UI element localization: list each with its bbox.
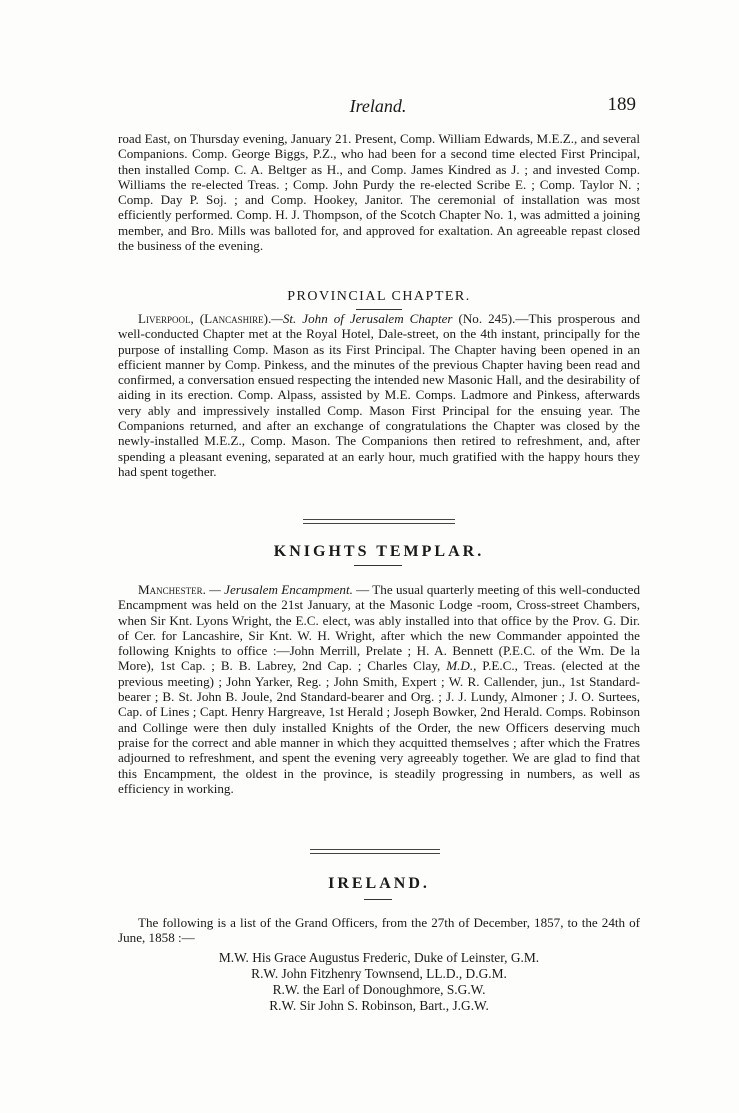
section-divider — [310, 849, 440, 854]
intro-paragraph: road East, on Thursday evening, January 21. Present, Comp. William Edwards, M.E.Z., and several Companions. Comp. George Biggs, P.Z., who had been for a second time elected First Principal, then installed Comp. C. A. Beltger as H., and Comp. James Kindred as J. ; and invested Comp. Williams the re-elected Treas. ; Comp. John Purdy the re-elected Scribe E. ; Comp. Taylor N. ; Comp. Day P. Soj. ; and Comp. Hookey, Janitor. The ceremonial of installation was most efficiently performed. Comp. H. J. Thompson, of the Scotch Chapter No. 1, was admitted a joining member, and Bro. Mills was balloted for, and approved for exaltation. An agreeable repast closed the business of the evening. — [118, 131, 640, 254]
officer-line: M.W. His Grace Augustus Frederic, Duke of Leinster, G.M. — [218, 950, 540, 965]
provincial-lead-italic: —St. John of Jerusalem Chapter — [271, 311, 453, 326]
templar-body-a: — The usual quarterly meeting of this well-conducted Encampment was held on the 21st January, at the Masonic Lodge -room, Cross-street Chambers, when Sir Knt. Lyons Wright, the E.C. elect, was ably installed into that office by the Prov. G. Dir. of Cer. for Lancashire, Sir Knt. W. H. Wright, after which the new Commander appointed the following Knights to office :—John Merrill, Prelate ; H. A. Bennett (P.E.C. of the Wm. De la More), 1st Cap. ; B. B. Labrey, 2nd Cap. ; Charles Clay, — [118, 582, 640, 674]
running-header — [118, 90, 638, 120]
templar-lead-italic: — Jerusalem Encampment. — [205, 582, 353, 597]
heading-rule — [364, 899, 392, 900]
officer-line: R.W. John Fitzhenry Townsend, LL.D., D.G.M. — [251, 966, 507, 981]
officer-line: R.W. the Earl of Donoughmore, S.G.W. — [272, 982, 486, 997]
knights-templar-heading: KNIGHTS TEMPLAR. — [273, 543, 485, 560]
ireland-heading: IRELAND. — [328, 875, 430, 892]
templar-body-b: P.E.C., Treas. (elected at the previous meeting) ; John Yarker, Reg. ; John Smith, Expert ; W. R. Callender, jun., 1st Standard-bearer ; B. St. John B. Joule, 2nd Standard-bearer and Org. ; J. J. Lundy, Almoner ; J. O. Surtees, Cap. of Lines ; Capt. Henry Hargreave, 1st Herald ; Joseph Bowker, 2nd Herald. Comps. Robinson and Collinge were then duly installed Knights of the Order, the new Officers deserving much praise for the correct and able manner in which they acquitted themselves ; after which the Fratres adjourned to refreshment, and spent the evening very agreeably together. We are glad to find that this Encampment, the oldest in the province, is steadily progressing in numbers, as well as efficiency in working. — [118, 658, 640, 796]
heading-rule — [354, 565, 402, 566]
provincial-chapter-paragraph — [118, 311, 640, 479]
templar-body-italic: M.D., — [446, 658, 477, 674]
heading-rule — [356, 309, 402, 310]
provincial-lead: Liverpool, (Lancashire). — [138, 311, 272, 326]
grand-officers-list — [118, 950, 640, 1014]
provincial-body: (No. 245).—This prosperous and well-conducted Chapter met at the Royal Hotel, Dale-street, on the 4th instant, principally for the purpose of installing Comp. Mason as its First Principal. The Chapter having been opened in an efficient manner by Comp. Pinkess, and the minutes of the previous Chapter having been read and confirmed, a conversation ensued respecting the intended new Masonic Hall, and the desirability of aiding in its erection. Comp. Alpass, assisted by M.E. Comps. Ladmore and Pinkess, afterwards very ably and impressively installed Comp. Mason First Principal for the ensuing year. The Companions returned, and after an exchange of congratulations the Chapter was closed by the newly-installed M.E.Z., Comp. Mason. The Companions then retired to refreshment, and, after spending a pleasant evening, separated at an early hour, much gratified with the happy hours they had spent together. — [118, 311, 640, 479]
knights-templar-paragraph — [118, 582, 640, 796]
officer-line: R.W. Sir John S. Robinson, Bart., J.G.W. — [269, 998, 489, 1013]
running-title: Ireland. — [349, 96, 407, 116]
templar-lead: Manchester. — [138, 582, 206, 597]
ireland-intro-paragraph: The following is a list of the Grand Officers, from the 27th of December, 1857, to the 24th of June, 1858 :— — [118, 915, 640, 946]
section-divider — [303, 519, 455, 524]
page-number: 189 — [607, 94, 636, 115]
provincial-chapter-heading: PROVINCIAL CHAPTER. — [287, 289, 471, 304]
